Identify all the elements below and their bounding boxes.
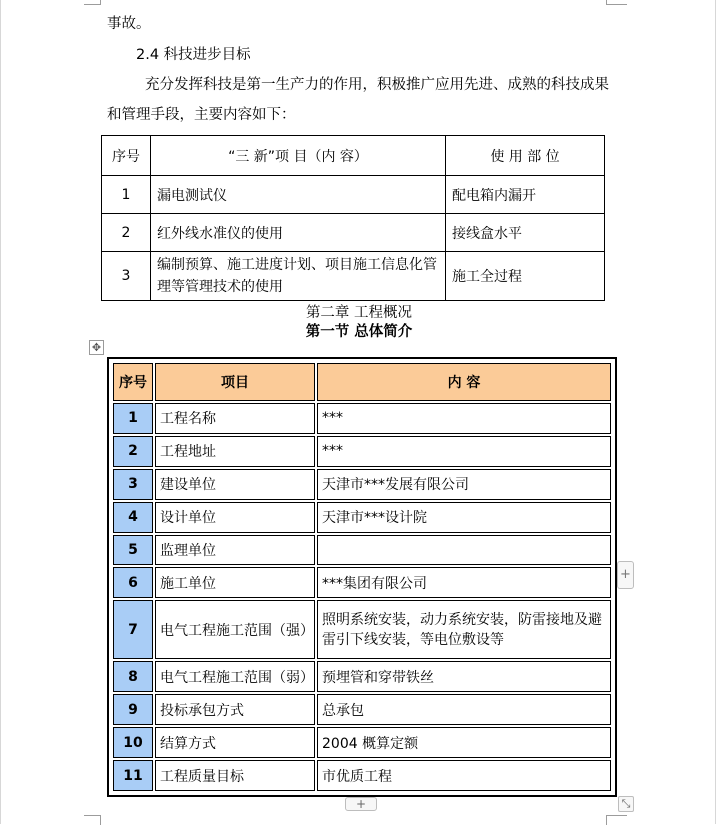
- overview-row-no[interactable]: 5: [113, 535, 153, 566]
- intro-line: 事故。: [107, 16, 151, 32]
- table-row: [113, 469, 611, 500]
- intro-paragraph-line-1: 充分发挥科技是第一生产力的作用，积极推广应用先进、成熟的科技成果: [145, 77, 609, 93]
- overview-table-frame: [107, 357, 617, 797]
- overview-header-content[interactable]: 内 容: [317, 363, 611, 401]
- overview-row-item[interactable]: 监理单位: [155, 535, 315, 566]
- overview-row-no[interactable]: 7: [113, 600, 153, 659]
- overview-row-no[interactable]: 3: [113, 469, 153, 500]
- overview-row-content[interactable]: 总承包: [317, 694, 611, 725]
- tech-row-item[interactable]: 红外线水准仪的使用: [151, 214, 446, 252]
- overview-row-item[interactable]: 设计单位: [155, 502, 315, 533]
- intro-paragraph-line-2: 和管理手段，主要内容如下：: [107, 107, 296, 123]
- overview-row-no[interactable]: 6: [113, 567, 153, 598]
- chapter-heading: 第二章 工程概况: [305, 305, 413, 321]
- overview-row-content[interactable]: 2004 概算定额: [317, 727, 611, 758]
- overview-header-row: [113, 363, 611, 401]
- table-row: [102, 214, 605, 252]
- table-row: [113, 760, 611, 791]
- tech-row-item[interactable]: 漏电测试仪: [151, 176, 446, 214]
- table-row: [113, 535, 611, 566]
- overview-row-item[interactable]: 工程名称: [155, 403, 315, 434]
- table-row: [113, 727, 611, 758]
- tech-row-item[interactable]: 编制预算、施工进度计划、项目施工信息化管理等管理技术的使用: [151, 252, 446, 301]
- tech-table-header-row: [102, 136, 605, 176]
- table-row: [113, 661, 611, 692]
- overview-row-content[interactable]: 预埋管和穿带铁丝: [317, 661, 611, 692]
- table-row: [102, 252, 605, 301]
- add-row-plus-icon[interactable]: +: [345, 797, 377, 811]
- overview-table: [111, 361, 613, 793]
- overview-row-no[interactable]: 11: [113, 760, 153, 791]
- overview-row-item[interactable]: 结算方式: [155, 727, 315, 758]
- tech-row-location[interactable]: 接线盒水平: [446, 214, 605, 252]
- tech-row-no[interactable]: 1: [102, 176, 151, 214]
- overview-row-item[interactable]: 电气工程施工范围（强）: [155, 600, 315, 659]
- overview-row-content[interactable]: 天津市***设计院: [317, 502, 611, 533]
- table-row: [113, 600, 611, 659]
- overview-row-content[interactable]: 市优质工程: [317, 760, 611, 791]
- table-row: [113, 694, 611, 725]
- page-left-edge: [0, 0, 1, 824]
- section-title: 第一节 总体简介: [305, 324, 413, 340]
- overview-row-no[interactable]: 1: [113, 403, 153, 434]
- table-row: [113, 567, 611, 598]
- overview-row-item[interactable]: 建设单位: [155, 469, 315, 500]
- overview-row-content[interactable]: 照明系统安装，动力系统安装，防雷接地及避雷引下线安装，等电位敷设等: [317, 600, 611, 659]
- overview-row-no[interactable]: 8: [113, 661, 153, 692]
- tech-row-no[interactable]: 2: [102, 214, 151, 252]
- tech-header-no[interactable]: 序号: [102, 136, 151, 176]
- overview-row-item[interactable]: 电气工程施工范围（弱）: [155, 661, 315, 692]
- table-row: [113, 502, 611, 533]
- tech-progress-table: [101, 135, 605, 301]
- tech-row-location[interactable]: 施工全过程: [446, 252, 605, 301]
- margin-corner-top-right: [606, 0, 627, 5]
- overview-row-no[interactable]: 9: [113, 694, 153, 725]
- tech-header-item[interactable]: “三 新”项 目（内 容）: [151, 136, 446, 176]
- overview-row-content[interactable]: ***: [317, 436, 611, 467]
- overview-header-item[interactable]: 项目: [155, 363, 315, 401]
- tech-row-location[interactable]: 配电箱内漏开: [446, 176, 605, 214]
- tech-header-location[interactable]: 使 用 部 位: [446, 136, 605, 176]
- overview-row-no[interactable]: 10: [113, 727, 153, 758]
- overview-row-content[interactable]: ***集团有限公司: [317, 567, 611, 598]
- table-move-icon[interactable]: ✥: [89, 340, 104, 355]
- section-heading-2-4: 2.4 科技进步目标: [136, 47, 251, 63]
- table-row: [113, 403, 611, 434]
- table-resize-icon[interactable]: ⤡: [618, 796, 634, 812]
- margin-corner-top-left: [84, 0, 101, 5]
- overview-row-item[interactable]: 施工单位: [155, 567, 315, 598]
- overview-header-no[interactable]: 序号: [113, 363, 153, 401]
- add-column-plus-icon[interactable]: +: [617, 561, 634, 589]
- overview-row-no[interactable]: 4: [113, 502, 153, 533]
- page-right-edge: [715, 0, 716, 824]
- table-row: [113, 436, 611, 467]
- overview-row-no[interactable]: 2: [113, 436, 153, 467]
- overview-row-content[interactable]: [317, 535, 611, 566]
- overview-row-content[interactable]: ***: [317, 403, 611, 434]
- overview-row-item[interactable]: 工程地址: [155, 436, 315, 467]
- overview-row-content[interactable]: 天津市***发展有限公司: [317, 469, 611, 500]
- tech-row-no[interactable]: 3: [102, 252, 151, 301]
- table-row: [102, 176, 605, 214]
- overview-row-item[interactable]: 工程质量目标: [155, 760, 315, 791]
- overview-row-item[interactable]: 投标承包方式: [155, 694, 315, 725]
